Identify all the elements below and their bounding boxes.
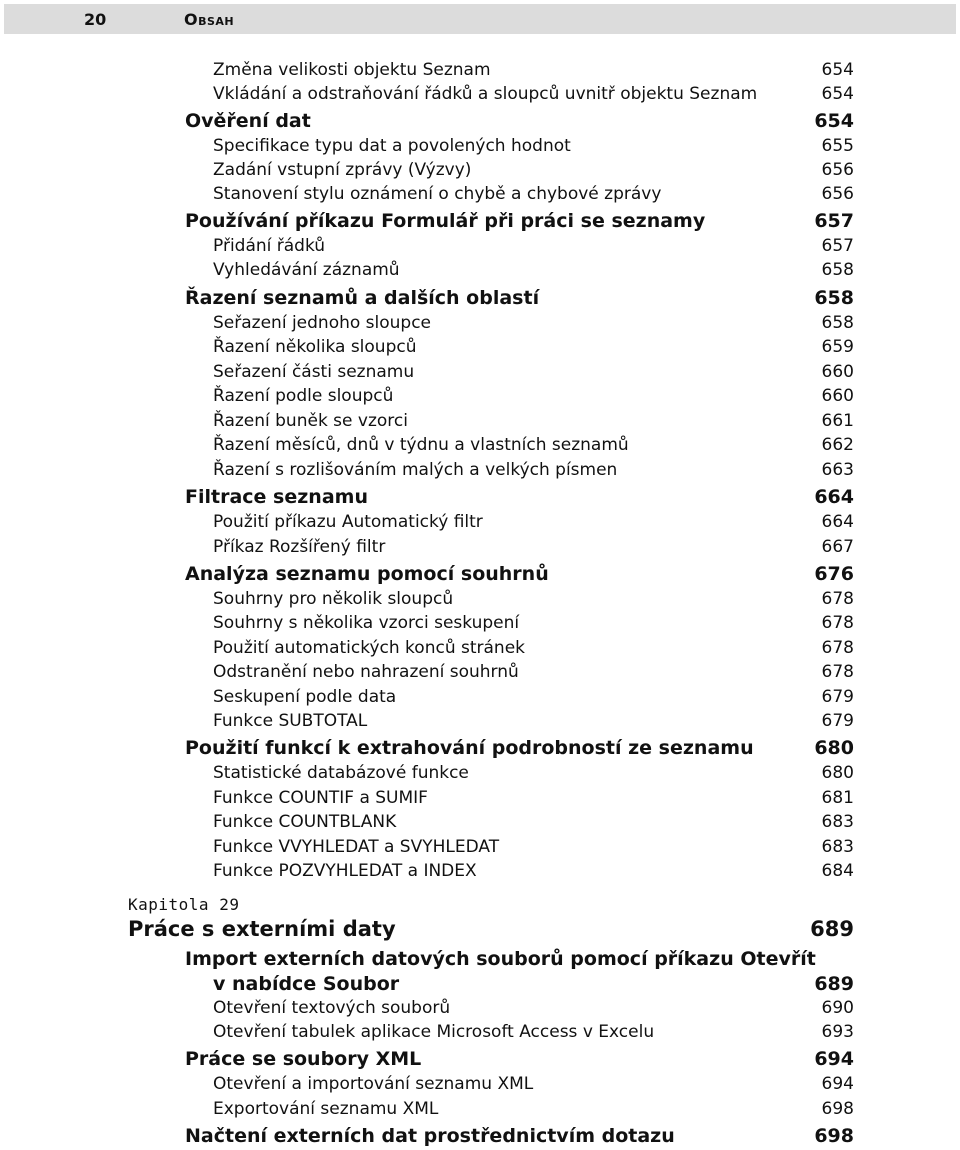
toc-entry-title: Používání příkazu Formulář při práci se seznamy [185,210,706,232]
toc-entry[interactable] [213,1022,854,1042]
toc-entry-title: Řazení podle sloupců [213,386,394,406]
toc-entry[interactable] [213,998,854,1018]
toc-entry[interactable] [213,589,854,609]
toc-entry[interactable] [213,537,854,557]
toc-entry-title: Exportování seznamu XML [213,1099,439,1119]
toc-entry-title: Seskupení podle data [213,687,397,707]
toc-entry-title: Přidání řádků [213,236,326,256]
toc-entry[interactable] [213,60,854,80]
toc-entry[interactable] [213,711,854,731]
toc-entry-page: 678 [821,662,854,682]
toc-entry-title: Použití funkcí k extrahování podrobností ze seznamu [185,737,754,759]
toc-entry[interactable] [185,737,854,759]
toc-entry-title: Otevření a importování seznamu XML [213,1074,534,1094]
toc-entry-title: Import externích datových souborů pomocí příkazu Otevřít [185,948,816,970]
toc-entry-title: Filtrace seznamu [185,486,368,508]
toc-entry-page: 657 [821,236,854,256]
toc-entry-title: Řazení buněk se vzorci [213,411,408,431]
toc-entry-page: 656 [821,184,854,204]
toc-entry-title: Ověření dat [185,110,311,132]
toc-entry-page: 658 [821,313,854,333]
toc-entry[interactable] [213,763,854,783]
toc-entry[interactable] [185,1048,854,1070]
toc-entry[interactable] [185,1125,854,1147]
toc-entry-title: Souhrny pro několik sloupců [213,589,454,609]
toc-entry-page: 654 [814,110,854,132]
chapter-label: Kapitola 29 [128,895,240,914]
toc-entry[interactable] [213,662,854,682]
toc-entry-title: Specifikace typu dat a povolených hodnot [213,136,571,156]
toc-entry[interactable] [213,184,854,204]
toc-entry-page: 664 [814,486,854,508]
toc-entry-page: 657 [814,210,854,232]
toc-entry-title: Práce s externími daty [128,917,396,941]
toc-entry-page: 661 [821,411,854,431]
toc-entry-title: Práce se soubory XML [185,1048,422,1070]
toc-entry-title: Načtení externích dat prostřednictvím dotazu [185,1125,675,1147]
toc-entry-page: 679 [821,711,854,731]
toc-entry-page: 693 [821,1022,854,1042]
toc-entry[interactable] [213,1074,854,1094]
toc-entry-title: Seřazení jednoho sloupce [213,313,432,333]
toc-entry[interactable] [213,160,854,180]
toc-entry-page: 664 [821,512,854,532]
toc-entry-title: Otevření tabulek aplikace Microsoft Access v Excelu [213,1022,655,1042]
toc-entry[interactable] [185,210,854,232]
toc-entry-page: 678 [821,638,854,658]
toc-entry-page: 683 [821,837,854,857]
toc-entry-page: 698 [814,1125,854,1147]
toc-entry-title: Funkce VVYHLEDAT a SVYHLEDAT [213,837,500,857]
toc-entry-page: 681 [821,788,854,808]
toc-entry[interactable] [213,386,854,406]
toc-entry-title: Vkládání a odstraňování řádků a sloupců uvnitř objektu Seznam [213,84,758,104]
toc-entry-page: 656 [821,160,854,180]
toc-entry-page: 694 [814,1048,854,1070]
toc-entry-page: 680 [814,737,854,759]
toc-entry-page: 660 [821,362,854,382]
toc-entry-title: Statistické databázové funkce [213,763,469,783]
toc-entry[interactable] [213,84,854,104]
toc-entry-import-line1[interactable] [185,948,854,970]
toc-entry-title: Funkce SUBTOTAL [213,711,368,731]
toc-entry-title: Řazení několika sloupců [213,337,417,357]
toc-entry[interactable] [185,563,854,585]
toc-entry-page: 694 [821,1074,854,1094]
toc-entry-page: 654 [821,84,854,104]
page-number: 20 [84,10,107,29]
toc-entry-title: Příkaz Rozšířený filtr [213,537,386,557]
toc-entry[interactable] [213,1099,854,1119]
toc-entry-page: 659 [821,337,854,357]
toc-entry-page: 658 [821,260,854,280]
toc-entry[interactable] [185,110,854,132]
toc-entry[interactable] [213,861,854,881]
toc-entry-page: 655 [821,136,854,156]
toc-entry-page: 684 [821,861,854,881]
toc-entry-page: 658 [814,287,854,309]
toc-entry-title: Souhrny s několika vzorci seskupení [213,613,520,633]
toc-entry-page: 662 [821,435,854,455]
toc-entry-page: 689 [810,917,854,941]
toc-entry-title: Otevření textových souborů [213,998,451,1018]
toc-entry-page: 680 [821,763,854,783]
toc-entry-import-line2[interactable] [213,973,854,995]
toc-entry-page: 660 [821,386,854,406]
toc-entry-page: 678 [821,589,854,609]
toc-entry-title: Odstranění nebo nahrazení souhrnů [213,662,519,682]
toc-entry[interactable] [213,260,854,280]
toc-entry[interactable] [213,512,854,532]
toc-entry-title: Použití příkazu Automatický filtr [213,512,483,532]
toc-entry-page: 678 [821,613,854,633]
toc-entry-page: 679 [821,687,854,707]
toc-entry-title: Změna velikosti objektu Seznam [213,60,491,80]
page-header [4,4,956,34]
toc-entry[interactable] [213,337,854,357]
toc-entry[interactable] [213,136,854,156]
toc-entry-title: v nabídce Soubor [213,973,400,995]
toc-entry[interactable] [213,687,854,707]
toc-entry-title: Použití automatických konců stránek [213,638,526,658]
toc-entry-title: Funkce POZVYHLEDAT a INDEX [213,861,477,881]
toc-entry-title: Zadání vstupní zprávy (Výzvy) [213,160,472,180]
toc-entry[interactable] [213,837,854,857]
running-title: Obsah [184,10,235,29]
toc-entry[interactable] [185,486,854,508]
toc-entry-title: Řazení měsíců, dnů v týdnu a vlastních seznamů [213,435,629,455]
toc-entry[interactable] [213,313,854,333]
toc-entry[interactable] [185,287,854,309]
toc-entry[interactable] [213,460,854,480]
toc-entry-page: 663 [821,460,854,480]
toc-entry-page: 698 [821,1099,854,1119]
toc-entry-page: 683 [821,812,854,832]
toc-entry-title: Funkce COUNTIF a SUMIF [213,788,428,808]
toc-entry-title: Funkce COUNTBLANK [213,812,397,832]
toc-entry[interactable] [213,788,854,808]
toc-entry-title: Stanovení stylu oznámení o chybě a chybové zprávy [213,184,662,204]
toc-entry-title: Vyhledávání záznamů [213,260,400,280]
toc-entry[interactable] [213,411,854,431]
toc-entry-page: 654 [821,60,854,80]
toc-entry[interactable] [213,362,854,382]
toc-entry-title: Řazení seznamů a dalších oblastí [185,287,540,309]
toc-entry-page: 667 [821,537,854,557]
toc-entry-title: Analýza seznamu pomocí souhrnů [185,563,549,585]
toc-entry-title: Řazení s rozlišováním malých a velkých písmen [213,460,618,480]
toc-entry-page: 676 [814,563,854,585]
toc-entry-page: 689 [814,973,854,995]
toc-entry[interactable] [213,613,854,633]
toc-entry[interactable] [213,236,854,256]
toc-entry[interactable] [213,812,854,832]
toc-entry-page: 690 [821,998,854,1018]
chapter-title-entry[interactable] [128,917,854,941]
toc-entry-title: Seřazení části seznamu [213,362,415,382]
toc-entry[interactable] [213,638,854,658]
toc-entry[interactable] [213,435,854,455]
